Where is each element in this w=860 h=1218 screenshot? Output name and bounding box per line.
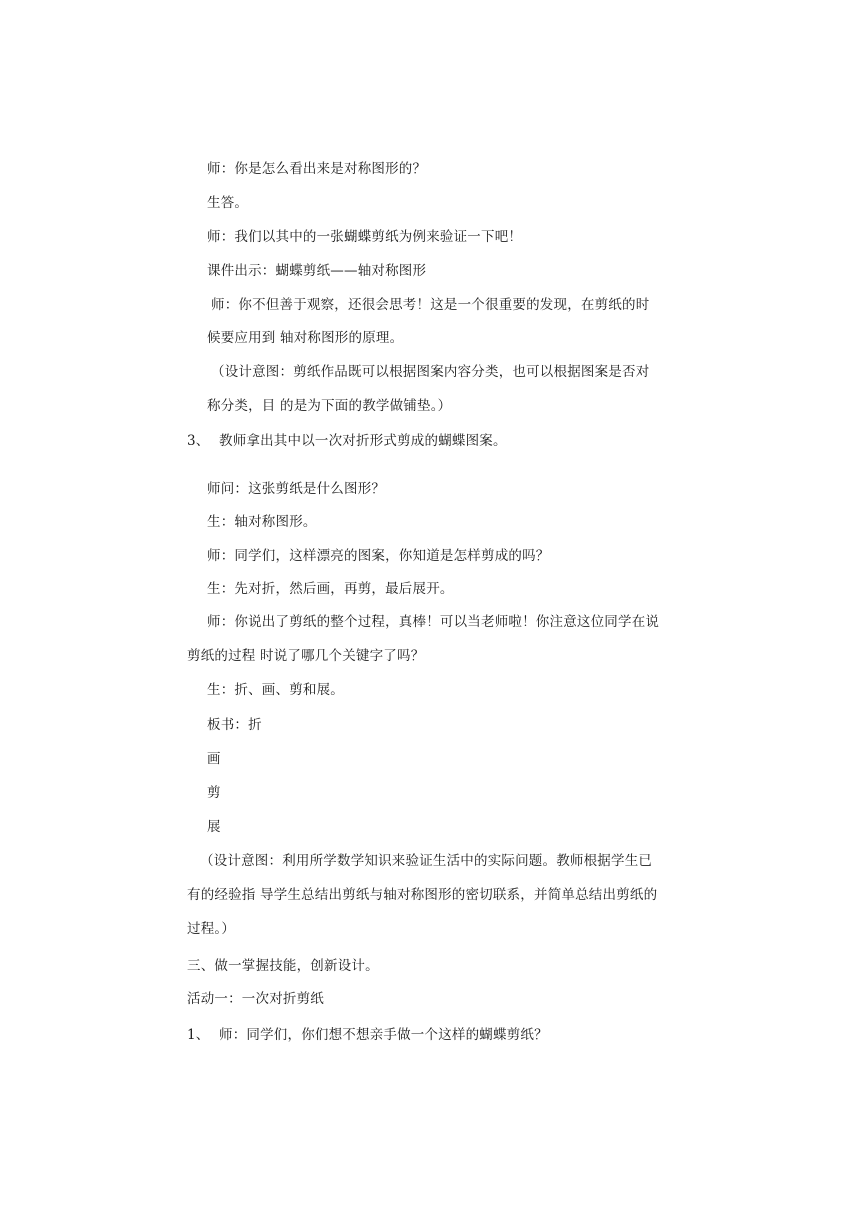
activity-heading: 活动一：一次对折剪纸	[187, 991, 324, 1007]
paragraph-line: 生：折、画、剪和展。	[207, 682, 344, 698]
design-note-line: （设计意图：利用所学数学知识来验证生活中的实际问题。教师根据学生已	[200, 853, 653, 869]
numbered-item-1	[187, 1026, 548, 1044]
paragraph-line: 生：先对折，然后画，再剪，最后展开。	[207, 581, 454, 597]
design-note-line: （设计意图：剪纸作品既可以根据图案内容分类，也可以根据图案是否对	[211, 364, 650, 380]
paragraph-line: 课件出示：蝴蝶剪纸——轴对称图形	[207, 263, 427, 279]
design-note-line: 过程。）	[187, 921, 236, 937]
blackboard-writing: 板书：折	[207, 717, 262, 733]
paragraph-line: 候要应用到 轴对称图形的原理。	[207, 330, 404, 346]
numbered-item-3	[187, 432, 507, 450]
paragraph-line: 师：我们以其中的一张蝴蝶剪纸为例来验证一下吧！	[207, 229, 523, 245]
item-number: 1、	[187, 1027, 210, 1043]
paragraph-line: 师：你是怎么看出来是对称图形的？	[207, 161, 427, 177]
design-note-line: 有的经验指 导学生总结出剪纸与轴对称图形的密切联系，并简单总结出剪纸的	[187, 887, 658, 903]
blackboard-writing: 画	[207, 751, 221, 767]
paragraph-line: 师：同学们，这样漂亮的图案，你知道是怎样剪成的吗？	[207, 548, 550, 564]
item-text: 师：同学们，你们想不想亲手做一个这样的蝴蝶剪纸？	[219, 1027, 548, 1043]
item-text: 教师拿出其中以一次对折形式剪成的蝴蝶图案。	[219, 433, 507, 449]
paragraph-line: 师：你说出了剪纸的整个过程，真棒！可以当老师啦！你注意这位同学在说	[207, 614, 660, 630]
section-heading: 三、做一掌握技能，创新设计。	[187, 958, 379, 974]
item-number: 3、	[187, 433, 210, 449]
design-note-line: 称分类，目 的是为下面的教学做铺垫。）	[207, 398, 452, 414]
paragraph-line: 师问：这张剪纸是什么图形？	[207, 481, 386, 497]
paragraph-line: 生答。	[207, 195, 249, 211]
paragraph-line: 生：轴对称图形。	[207, 514, 317, 530]
blackboard-writing: 剪	[207, 785, 221, 801]
paragraph-line: 剪纸的过程 时说了哪几个关键字了吗？	[187, 648, 425, 664]
paragraph-line: 师：你不但善于观察，还很会思考！这是一个很重要的发现，在剪纸的时	[211, 297, 650, 313]
blackboard-writing: 展	[207, 819, 221, 835]
